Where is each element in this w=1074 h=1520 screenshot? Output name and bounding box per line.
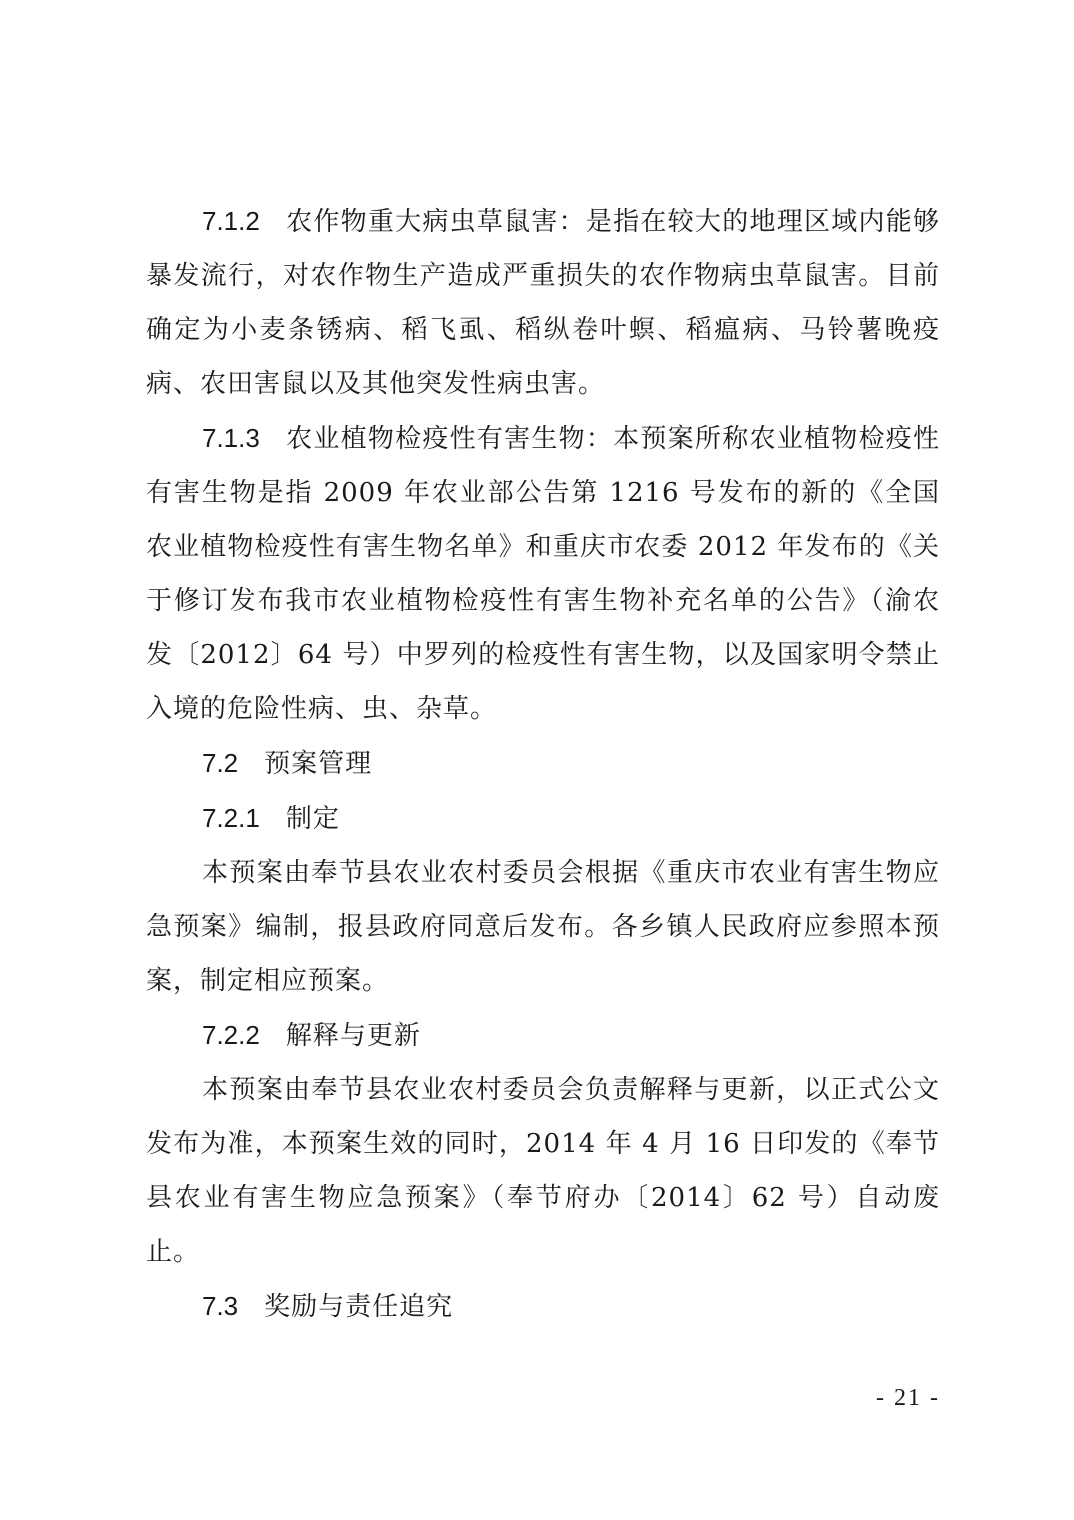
paragraph-7-1-2: [146, 194, 940, 411]
section-number: 7.1.3: [202, 423, 260, 453]
section-number: 7.3: [202, 1291, 239, 1321]
document-body: [146, 194, 940, 1334]
heading-7-2: [146, 736, 940, 791]
page-number: - 21 -: [876, 1385, 940, 1411]
heading-title: 制定: [285, 804, 340, 834]
paragraph-text: 农作物重大病虫草鼠害：是指在较大的地理区域内能够暴发流行，对农作物生产造成严重损失的农作物病虫草鼠害。目前确定为小麦条锈病、稻飞虱、稻纵卷叶螟、稻瘟病、马铃薯晚疫病、农田害鼠以及其他突发性病虫害。: [146, 207, 940, 399]
heading-7-2-1: [146, 791, 940, 846]
section-number: 7.2.2: [202, 1020, 260, 1050]
heading-title: 预案管理: [264, 749, 373, 779]
paragraph-7-2-2-body: 本预案由奉节县农业农村委员会负责解释与更新，以正式公文发布为准，本预案生效的同时，2014 年 4 月 16 日印发的《奉节县农业有害生物应急预案》（奉节府办〔2014〕62 号）自动废止。: [146, 1075, 940, 1267]
section-number: 7.2: [202, 748, 239, 778]
paragraph-7-1-3: [146, 411, 940, 736]
section-number: 7.2.1: [202, 803, 260, 833]
section-number: 7.1.2: [202, 206, 260, 236]
heading-title: 解释与更新: [285, 1021, 421, 1051]
heading-7-2-2: [146, 1008, 940, 1063]
heading-title: 奖励与责任追究: [264, 1292, 454, 1322]
heading-7-3: [146, 1279, 940, 1334]
paragraph-text: 农业植物检疫性有害生物：本预案所称农业植物检疫性有害生物是指 2009 年农业部公告第 1216 号发布的新的《全国农业植物检疫性有害生物名单》和重庆市农委 2012 年发布的《关于修订发布我市农业植物检疫性有害生物补充名单的公告》（渝农发〔2012〕64 号）中罗列的检疫性有害生物，以及国家明令禁止入境的危险性病、虫、杂草。: [146, 424, 940, 724]
paragraph-7-2-1-body: 本预案由奉节县农业农村委员会根据《重庆市农业有害生物应急预案》编制，报县政府同意后发布。各乡镇人民政府应参照本预案，制定相应预案。: [146, 858, 940, 996]
